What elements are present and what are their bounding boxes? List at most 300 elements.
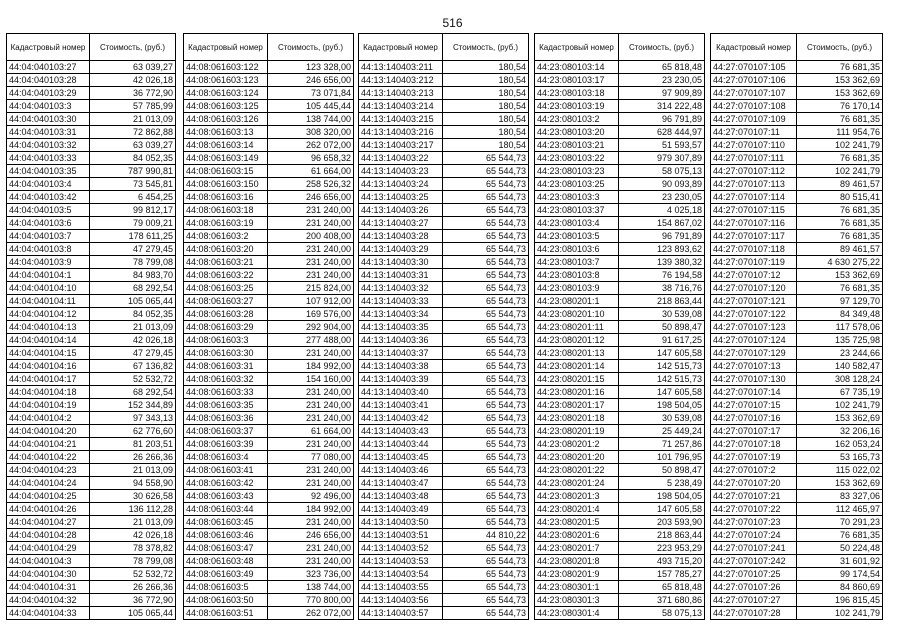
cadastral-number-cell: 44:27:070107:123 — [711, 321, 797, 334]
table-row — [7, 243, 176, 256]
table-row — [184, 256, 354, 269]
table-row — [711, 412, 883, 425]
cost-cell: 36 772,90 — [90, 87, 176, 100]
cost-cell: 200 408,00 — [268, 230, 354, 243]
cadastral-number-cell: 44:27:070107:116 — [711, 217, 797, 230]
cadastral-number-cell: 44:08:061603:48 — [184, 555, 268, 568]
cadastral-number-cell: 44:27:070107:13 — [711, 360, 797, 373]
cost-cell: 96 791,89 — [619, 113, 705, 126]
cost-cell: 76 681,35 — [797, 282, 883, 295]
cost-cell: 231 240,00 — [268, 204, 354, 217]
table-row — [711, 438, 883, 451]
cadastral-number-cell: 44:27:070107:105 — [711, 61, 797, 74]
cost-cell: 65 544,73 — [443, 516, 529, 529]
table-row — [359, 412, 529, 425]
table-row — [184, 269, 354, 282]
table-row — [535, 360, 705, 373]
table-row — [359, 230, 529, 243]
table-row — [7, 347, 176, 360]
cost-cell: 79 009,21 — [90, 217, 176, 230]
cost-cell: 258 526,32 — [268, 178, 354, 191]
cadastral-number-cell: 44:27:070107:11 — [711, 126, 797, 139]
cost-cell: 152 344,89 — [90, 399, 176, 412]
table-row — [535, 568, 705, 581]
table-row — [535, 477, 705, 490]
table-row — [711, 529, 883, 542]
cadastral-number-cell: 44:04:040104:10 — [7, 282, 90, 295]
cost-cell: 65 544,73 — [443, 321, 529, 334]
cost-cell: 65 544,73 — [443, 295, 529, 308]
cadastral-number-cell: 44:27:070107:18 — [711, 438, 797, 451]
table-row — [7, 594, 176, 607]
cadastral-number-cell: 44:08:061603:13 — [184, 126, 268, 139]
table-row — [359, 204, 529, 217]
table-row — [711, 503, 883, 516]
header-cost: Стоимость, (руб.) — [619, 34, 705, 61]
cadastral-number-cell: 44:08:061603:42 — [184, 477, 268, 490]
cost-cell: 231 240,00 — [268, 347, 354, 360]
cadastral-number-cell: 44:04:040104:1 — [7, 269, 90, 282]
table-row — [535, 230, 705, 243]
cadastral-number-cell: 44:13:140403:51 — [359, 529, 443, 542]
cadastral-number-cell: 44:04:040103:27 — [7, 61, 90, 74]
cadastral-number-cell: 44:13:140403:25 — [359, 191, 443, 204]
header-cadastral-number: Кадастровый номер — [359, 34, 443, 61]
cost-cell: 147 605,58 — [619, 386, 705, 399]
table-row — [535, 334, 705, 347]
cost-cell: 30 626,58 — [90, 490, 176, 503]
table-row — [711, 282, 883, 295]
cadastral-number-cell: 44:04:040103:31 — [7, 126, 90, 139]
table-row — [184, 412, 354, 425]
table-row — [359, 308, 529, 321]
table-row — [711, 477, 883, 490]
cadastral-number-cell: 44:27:070107:107 — [711, 87, 797, 100]
table-row — [7, 386, 176, 399]
cost-cell: 112 465,97 — [797, 503, 883, 516]
cost-cell: 65 544,73 — [443, 282, 529, 295]
cadastral-number-cell: 44:08:061603:46 — [184, 529, 268, 542]
table-row — [359, 360, 529, 373]
cadastral-number-cell: 44:08:061603:3 — [184, 334, 268, 347]
table-row — [7, 490, 176, 503]
table-row — [7, 295, 176, 308]
cadastral-number-cell: 44:23:080201:5 — [535, 516, 619, 529]
cost-cell: 147 605,58 — [619, 347, 705, 360]
cost-cell: 139 380,32 — [619, 256, 705, 269]
table-row — [535, 87, 705, 100]
cost-cell: 65 544,73 — [443, 490, 529, 503]
table-row — [359, 490, 529, 503]
cost-table-1 — [6, 33, 176, 620]
cost-cell: 153 362,69 — [797, 269, 883, 282]
cadastral-number-cell: 44:08:061603:45 — [184, 516, 268, 529]
cost-cell: 101 796,95 — [619, 451, 705, 464]
table-row — [184, 581, 354, 594]
cadastral-number-cell: 44:04:040103:28 — [7, 74, 90, 87]
cadastral-number-cell: 44:13:140403:54 — [359, 568, 443, 581]
cost-cell: 84 052,35 — [90, 152, 176, 165]
cost-cell: 76 681,35 — [797, 230, 883, 243]
cost-cell: 277 488,00 — [268, 334, 354, 347]
cadastral-number-cell: 44:08:061603:39 — [184, 438, 268, 451]
cadastral-number-cell: 44:04:040104:19 — [7, 399, 90, 412]
cost-cell: 323 736,00 — [268, 568, 354, 581]
cadastral-number-cell: 44:13:140403:41 — [359, 399, 443, 412]
cadastral-number-cell: 44:08:061603:125 — [184, 100, 268, 113]
cost-cell: 26 266,36 — [90, 581, 176, 594]
cost-cell: 102 241,79 — [797, 165, 883, 178]
table-row — [535, 412, 705, 425]
table-row — [184, 555, 354, 568]
cost-cell: 138 744,00 — [268, 581, 354, 594]
cadastral-number-cell: 44:27:070107:27 — [711, 594, 797, 607]
cadastral-number-cell: 44:13:140403:39 — [359, 373, 443, 386]
table-row — [184, 373, 354, 386]
table-row — [711, 607, 883, 620]
cadastral-number-cell: 44:13:140403:52 — [359, 542, 443, 555]
cost-cell: 23 244,66 — [797, 347, 883, 360]
cost-cell: 153 362,69 — [797, 87, 883, 100]
cost-cell: 42 026,18 — [90, 529, 176, 542]
cost-cell: 262 072,00 — [268, 607, 354, 620]
table-row — [711, 61, 883, 74]
cost-cell: 6 454,25 — [90, 191, 176, 204]
cadastral-number-cell: 44:08:061603:32 — [184, 373, 268, 386]
table-row — [711, 256, 883, 269]
cost-cell: 135 725,98 — [797, 334, 883, 347]
cost-cell: 65 818,48 — [619, 61, 705, 74]
table-row — [359, 191, 529, 204]
cadastral-number-cell: 44:13:140403:42 — [359, 412, 443, 425]
cost-cell: 61 664,00 — [268, 165, 354, 178]
cost-cell: 99 174,54 — [797, 568, 883, 581]
table-row — [184, 399, 354, 412]
cadastral-number-cell: 44:27:070107:108 — [711, 100, 797, 113]
cost-cell: 102 241,79 — [797, 139, 883, 152]
table-row — [711, 581, 883, 594]
table-row — [535, 269, 705, 282]
cadastral-number-cell: 44:27:070107:109 — [711, 113, 797, 126]
cost-cell: 23 230,05 — [619, 74, 705, 87]
table-row — [359, 464, 529, 477]
table-row — [184, 607, 354, 620]
cost-cell: 30 539,08 — [619, 308, 705, 321]
cadastral-number-cell: 44:13:140403:43 — [359, 425, 443, 438]
cadastral-number-cell: 44:27:070107:106 — [711, 74, 797, 87]
cost-cell: 44 810,22 — [443, 529, 529, 542]
cadastral-number-cell: 44:04:040104:14 — [7, 334, 90, 347]
table-row — [711, 542, 883, 555]
cost-cell: 787 990,81 — [90, 165, 176, 178]
table-row — [711, 399, 883, 412]
cost-cell: 80 515,41 — [797, 191, 883, 204]
cadastral-number-cell: 44:23:080103:3 — [535, 191, 619, 204]
table-row — [535, 438, 705, 451]
cadastral-number-cell: 44:27:070107:17 — [711, 425, 797, 438]
cadastral-number-cell: 44:13:140403:32 — [359, 282, 443, 295]
table-row — [184, 230, 354, 243]
table-row — [7, 61, 176, 74]
table-row — [184, 74, 354, 87]
header-cost: Стоимость, (руб.) — [797, 34, 883, 61]
cost-cell: 178 611,25 — [90, 230, 176, 243]
cadastral-number-cell: 44:27:070107:111 — [711, 152, 797, 165]
cadastral-number-cell: 44:04:040104:12 — [7, 308, 90, 321]
table-row — [359, 568, 529, 581]
cost-cell: 65 544,73 — [443, 412, 529, 425]
table-row — [711, 113, 883, 126]
cost-cell: 73 545,81 — [90, 178, 176, 191]
cost-cell: 65 544,73 — [443, 347, 529, 360]
cadastral-number-cell: 44:13:140403:214 — [359, 100, 443, 113]
cadastral-number-cell: 44:13:140403:36 — [359, 334, 443, 347]
cost-cell: 21 013,09 — [90, 516, 176, 529]
table-row — [7, 412, 176, 425]
table-row — [359, 555, 529, 568]
cadastral-number-cell: 44:23:080201:8 — [535, 555, 619, 568]
table-row — [184, 568, 354, 581]
cadastral-number-cell: 44:04:040103:35 — [7, 165, 90, 178]
cadastral-number-cell: 44:27:070107:19 — [711, 451, 797, 464]
cost-cell: 58 075,13 — [619, 165, 705, 178]
cadastral-number-cell: 44:13:140403:46 — [359, 464, 443, 477]
table-row — [359, 243, 529, 256]
cost-cell: 184 992,00 — [268, 503, 354, 516]
table-row — [359, 334, 529, 347]
cadastral-number-cell: 44:08:061603:30 — [184, 347, 268, 360]
cost-cell: 50 224,48 — [797, 542, 883, 555]
cost-cell: 50 898,47 — [619, 464, 705, 477]
cadastral-number-cell: 44:08:061603:16 — [184, 191, 268, 204]
cost-cell: 76 170,14 — [797, 100, 883, 113]
table-row — [535, 373, 705, 386]
table-row — [184, 594, 354, 607]
cadastral-number-cell: 44:23:080103:21 — [535, 139, 619, 152]
cost-cell: 231 240,00 — [268, 412, 354, 425]
cost-cell: 52 532,72 — [90, 568, 176, 581]
table-row — [7, 256, 176, 269]
cost-cell: 42 026,18 — [90, 334, 176, 347]
table-row — [184, 386, 354, 399]
cadastral-number-cell: 44:23:080103:23 — [535, 165, 619, 178]
table-row — [359, 321, 529, 334]
cost-cell: 231 240,00 — [268, 386, 354, 399]
table-row — [711, 373, 883, 386]
cost-cell: 65 544,73 — [443, 555, 529, 568]
table-row — [535, 542, 705, 555]
cost-cell: 371 680,86 — [619, 594, 705, 607]
cadastral-number-cell: 44:27:070107:118 — [711, 243, 797, 256]
cost-cell: 231 240,00 — [268, 243, 354, 256]
cadastral-number-cell: 44:08:061603:19 — [184, 217, 268, 230]
table-row — [7, 542, 176, 555]
table-row — [7, 204, 176, 217]
cost-cell: 67 136,82 — [90, 360, 176, 373]
table-row — [7, 217, 176, 230]
cadastral-number-cell: 44:13:140403:22 — [359, 152, 443, 165]
cost-cell: 111 954,76 — [797, 126, 883, 139]
cadastral-number-cell: 44:27:070107:115 — [711, 204, 797, 217]
cadastral-number-cell: 44:27:070107:130 — [711, 373, 797, 386]
cadastral-number-cell: 44:23:080301:3 — [535, 594, 619, 607]
cadastral-number-cell: 44:23:080103:8 — [535, 269, 619, 282]
table-row — [535, 126, 705, 139]
header-cadastral-number: Кадастровый номер — [184, 34, 268, 61]
cost-cell: 99 812,17 — [90, 204, 176, 217]
cost-cell: 53 165,73 — [797, 451, 883, 464]
table-row — [184, 347, 354, 360]
table-row — [7, 269, 176, 282]
table-row — [184, 451, 354, 464]
cadastral-number-cell: 44:04:040104:30 — [7, 568, 90, 581]
cadastral-number-cell: 44:27:070107:120 — [711, 282, 797, 295]
cost-cell: 231 240,00 — [268, 516, 354, 529]
cost-cell: 63 039,27 — [90, 139, 176, 152]
table-row — [7, 282, 176, 295]
cadastral-number-cell: 44:13:140403:31 — [359, 269, 443, 282]
table-row — [184, 282, 354, 295]
table-row — [184, 464, 354, 477]
cost-cell: 94 558,90 — [90, 477, 176, 490]
cadastral-number-cell: 44:23:080201:1 — [535, 295, 619, 308]
cost-cell: 65 544,73 — [443, 243, 529, 256]
cost-cell: 21 013,09 — [90, 113, 176, 126]
cost-cell: 26 266,36 — [90, 451, 176, 464]
table-row — [359, 126, 529, 139]
table-row — [7, 139, 176, 152]
cost-cell: 62 776,60 — [90, 425, 176, 438]
cadastral-number-cell: 44:08:061603:123 — [184, 74, 268, 87]
table-row — [7, 438, 176, 451]
table-row — [711, 347, 883, 360]
cost-table-2 — [183, 33, 354, 620]
cost-cell: 65 544,73 — [443, 594, 529, 607]
table-row — [535, 490, 705, 503]
cadastral-number-cell: 44:23:080201:15 — [535, 373, 619, 386]
table-row — [7, 555, 176, 568]
table-row — [535, 100, 705, 113]
cost-cell: 31 601,92 — [797, 555, 883, 568]
cost-cell: 231 240,00 — [268, 399, 354, 412]
cadastral-number-cell: 44:04:040104:3 — [7, 555, 90, 568]
cost-cell: 4 025,18 — [619, 204, 705, 217]
table-row — [359, 542, 529, 555]
cost-cell: 770 800,00 — [268, 594, 354, 607]
cost-cell: 63 039,27 — [90, 61, 176, 74]
table-row — [7, 191, 176, 204]
table-row — [184, 425, 354, 438]
table-row — [359, 594, 529, 607]
cadastral-number-cell: 44:04:040104:23 — [7, 464, 90, 477]
cost-cell: 138 744,00 — [268, 113, 354, 126]
cost-cell: 231 240,00 — [268, 555, 354, 568]
cost-cell: 180,54 — [443, 139, 529, 152]
cost-cell: 76 681,35 — [797, 529, 883, 542]
cadastral-number-cell: 44:27:070107:119 — [711, 256, 797, 269]
cadastral-number-cell: 44:13:140403:50 — [359, 516, 443, 529]
cadastral-number-cell: 44:27:070107:20 — [711, 477, 797, 490]
table-row — [7, 399, 176, 412]
table-row — [711, 321, 883, 334]
table-row — [711, 386, 883, 399]
table-row — [711, 334, 883, 347]
cost-cell: 65 544,73 — [443, 373, 529, 386]
table-row — [359, 282, 529, 295]
table-row — [535, 555, 705, 568]
cost-cell: 65 544,73 — [443, 256, 529, 269]
cost-cell: 180,54 — [443, 126, 529, 139]
cadastral-number-cell: 44:04:040104:15 — [7, 347, 90, 360]
cadastral-number-cell: 44:13:140403:215 — [359, 113, 443, 126]
cadastral-number-cell: 44:08:061603:150 — [184, 178, 268, 191]
cadastral-number-cell: 44:08:061603:18 — [184, 204, 268, 217]
cadastral-number-cell: 44:23:080201:16 — [535, 386, 619, 399]
cost-cell: 65 544,73 — [443, 607, 529, 620]
table-row — [7, 152, 176, 165]
table-row — [535, 61, 705, 74]
table-row — [359, 503, 529, 516]
cost-cell: 78 799,08 — [90, 256, 176, 269]
cost-cell: 262 072,00 — [268, 139, 354, 152]
cost-cell: 73 071,84 — [268, 87, 354, 100]
table-row — [359, 139, 529, 152]
cost-cell: 76 681,35 — [797, 217, 883, 230]
cost-cell: 65 544,73 — [443, 399, 529, 412]
cadastral-number-cell: 44:13:140403:28 — [359, 230, 443, 243]
cost-cell: 65 544,73 — [443, 477, 529, 490]
cadastral-number-cell: 44:08:061603:28 — [184, 308, 268, 321]
cost-cell: 52 532,72 — [90, 373, 176, 386]
cost-cell: 136 112,28 — [90, 503, 176, 516]
cadastral-number-cell: 44:23:080103:17 — [535, 74, 619, 87]
cost-cell: 184 992,00 — [268, 360, 354, 373]
cadastral-number-cell: 44:08:061603:44 — [184, 503, 268, 516]
cost-cell: 246 656,00 — [268, 74, 354, 87]
table-row — [711, 269, 883, 282]
cost-cell: 154 867,02 — [619, 217, 705, 230]
cost-cell: 97 129,70 — [797, 295, 883, 308]
cadastral-number-cell: 44:04:040103:42 — [7, 191, 90, 204]
cost-cell: 76 194,58 — [619, 269, 705, 282]
header-cost: Стоимость, (руб.) — [90, 34, 176, 61]
cost-cell: 65 544,73 — [443, 308, 529, 321]
cadastral-number-cell: 44:08:061603:29 — [184, 321, 268, 334]
cost-cell: 231 240,00 — [268, 217, 354, 230]
table-row — [535, 191, 705, 204]
cadastral-number-cell: 44:13:140403:55 — [359, 581, 443, 594]
cost-cell: 218 863,44 — [619, 295, 705, 308]
cadastral-number-cell: 44:04:040103:32 — [7, 139, 90, 152]
cost-cell: 180,54 — [443, 87, 529, 100]
cadastral-number-cell: 44:23:080201:9 — [535, 568, 619, 581]
table-row — [184, 321, 354, 334]
table-row — [535, 425, 705, 438]
cadastral-number-cell: 44:27:070107:21 — [711, 490, 797, 503]
cadastral-number-cell: 44:27:070107:110 — [711, 139, 797, 152]
cadastral-number-cell: 44:13:140403:27 — [359, 217, 443, 230]
table-row — [359, 399, 529, 412]
table-row — [711, 217, 883, 230]
table-row — [359, 178, 529, 191]
cadastral-number-cell: 44:04:040104:2 — [7, 412, 90, 425]
cadastral-number-cell: 44:27:070107:26 — [711, 581, 797, 594]
header-cost: Стоимость, (руб.) — [443, 34, 529, 61]
cadastral-number-cell: 44:04:040104:26 — [7, 503, 90, 516]
cost-cell: 292 904,00 — [268, 321, 354, 334]
cost-cell: 231 240,00 — [268, 542, 354, 555]
cost-cell: 71 257,86 — [619, 438, 705, 451]
